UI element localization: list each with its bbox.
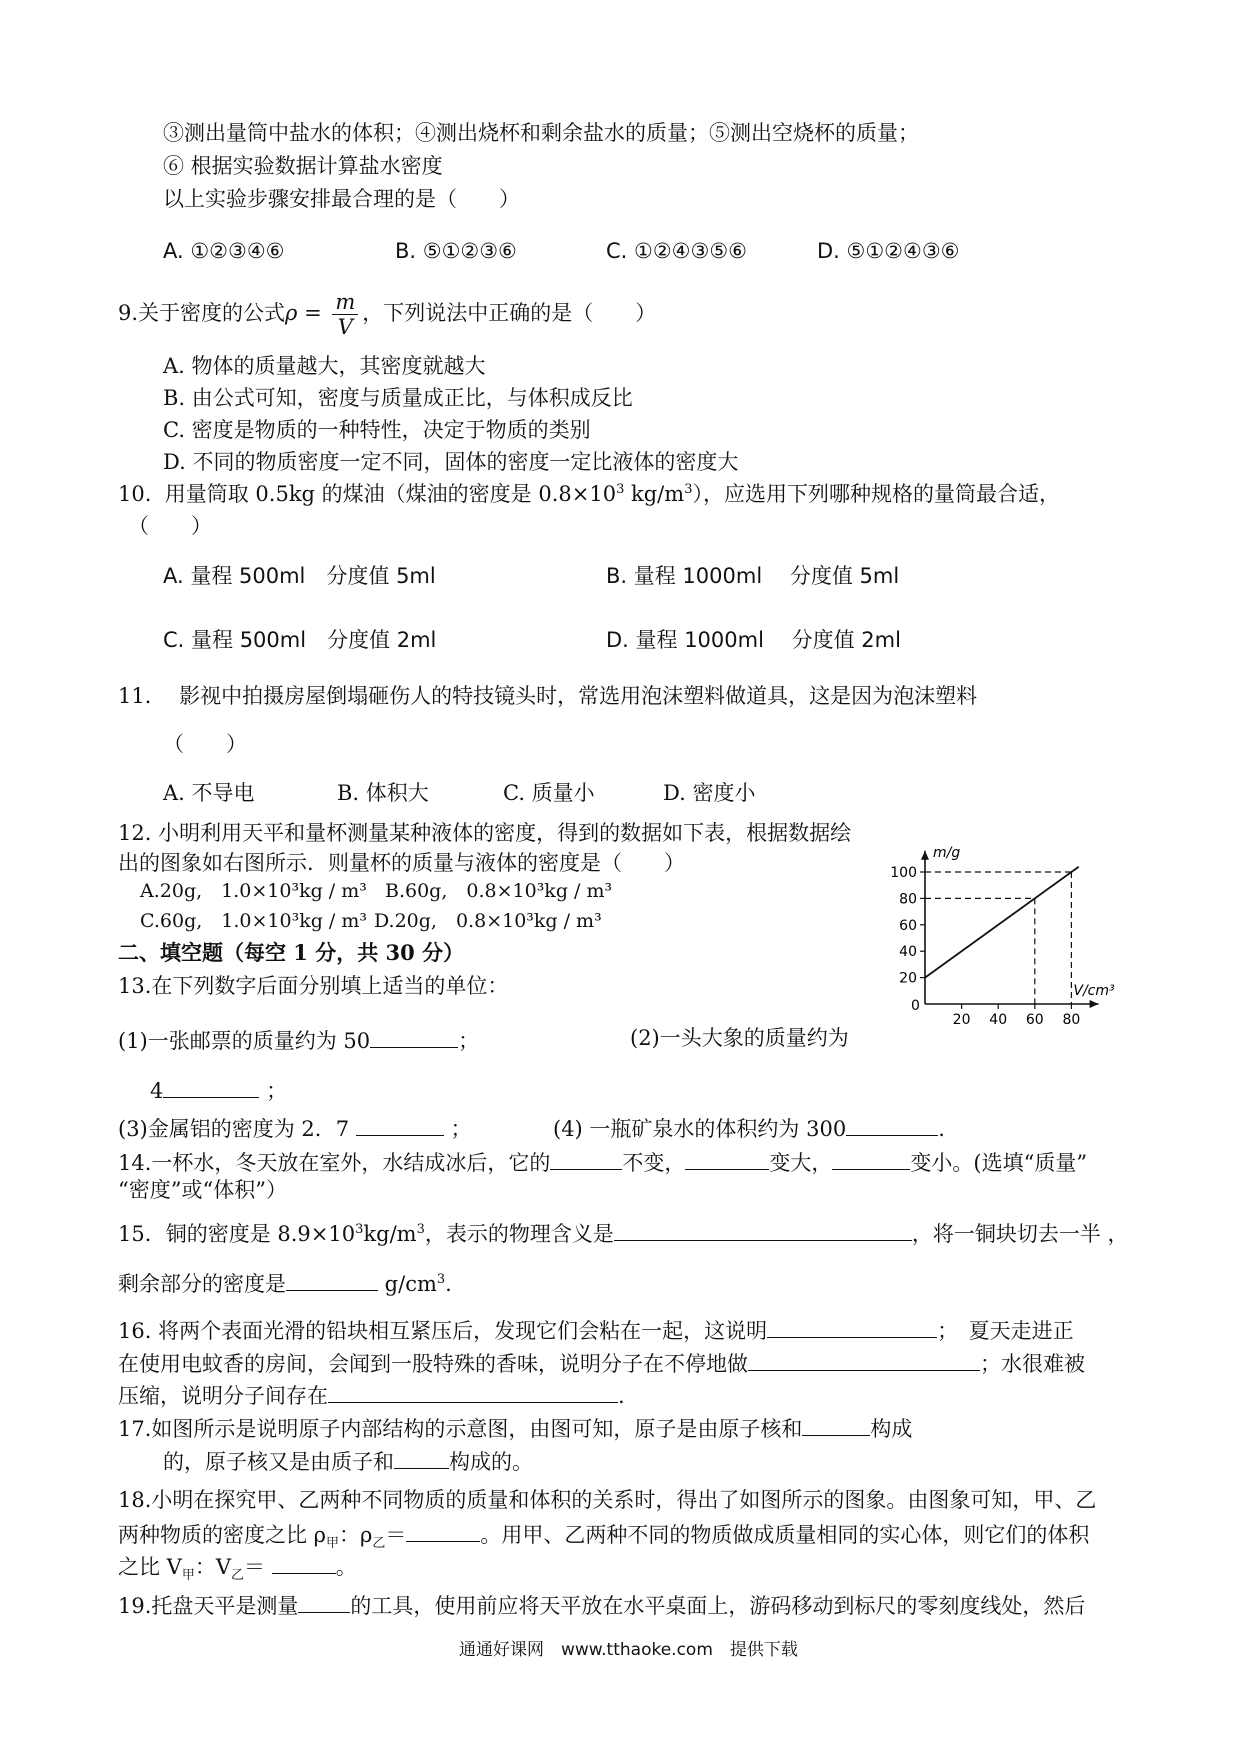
blank-q13-3[interactable] (356, 1113, 444, 1136)
q12-option-b: B.60g, 0.8×10³kg / m³ (385, 880, 613, 902)
blank-q17-2[interactable] (394, 1446, 449, 1469)
q8-line1: ③测出量筒中盐水的体积；④测出烧杯和剩余盐水的质量；⑤测出空烧杯的质量； (163, 121, 919, 145)
y-tick-label: 60 (899, 917, 917, 934)
q11-option-d: D. 密度小 (663, 781, 756, 805)
q13-part1: (1)一张邮票的质量约为 50 ； (118, 1025, 479, 1054)
q13-intro: 13.在下列数字后面分别填上适当的单位： (118, 974, 509, 998)
q8-question: 以上实验步骤安排最合理的是（ ） (163, 187, 520, 211)
x-axis-arrow (1090, 1000, 1099, 1008)
y-tick-label: 20 (899, 970, 917, 987)
blank-q19-1[interactable] (298, 1590, 350, 1613)
q18-line3: 之比 $V_甲$：$V_乙=$ 。 (118, 1551, 357, 1584)
y-axis-arrow (921, 851, 929, 860)
q13-part2: (2)一头大象的质量约为 (630, 1026, 849, 1050)
blank-q15-2[interactable] (286, 1268, 378, 1291)
q8-option-b: B. ⑤①②③⑥ (395, 239, 517, 263)
q12-line1: 12. 小明利用天平和量杯测量某种液体的密度，得到的数据如下表，根据数据绘 (118, 821, 852, 845)
q10-option-d: D. 量程 1000ml 分度值 2ml (606, 628, 901, 652)
page-footer: 通通好课网 www.tthaoke.com 提供下载 (459, 1640, 798, 1660)
q18-line1: 18.小明在探究甲、乙两种不同物质的质量和体积的关系时，得出了如图所示的图象。由图象可知，甲、乙 (118, 1488, 1097, 1512)
x-axis-label: V/cm³ (1073, 983, 1115, 999)
blank-q13-4[interactable] (846, 1113, 938, 1136)
q9-option-b: B. 由公式可知，密度与质量成正比，与体积成反比 (163, 386, 633, 410)
origin-label: 0 (911, 998, 920, 1014)
q11-option-a: A. 不导电 (163, 781, 255, 805)
q9-option-d: D. 不同的物质密度一定不同，固体的密度一定比液体的密度大 (163, 450, 739, 474)
density-formula: $\frac{m}{V}$ (332, 290, 358, 339)
q11-option-c: C. 质量小 (503, 781, 595, 805)
x-tick-label: 80 (1062, 1012, 1081, 1028)
q10-option-a: A. 量程 500ml 分度值 5ml (163, 564, 436, 588)
blank-q15-1[interactable] (614, 1218, 912, 1241)
blank-q18-2[interactable] (272, 1551, 336, 1574)
q17-line2: 的，原子核又是由质子和 构成的。 (163, 1446, 533, 1475)
q12-option-d: D.20g, 0.8×10³kg / m³ (374, 910, 602, 932)
q9-option-c: C. 密度是物质的一种特性，决定于物质的类别 (163, 418, 591, 442)
q13-part2-answer: 4 ； (150, 1075, 287, 1104)
q16-line1: 16. 将两个表面光滑的铅块相互紧压后，发现它们会粘在一起，这说明 ； 夏天走进正 (118, 1315, 1074, 1344)
q8-line2: ⑥ 根据实验数据计算盐水密度 (163, 154, 443, 178)
q11-option-b: B. 体积大 (337, 781, 429, 805)
blank-q18-1[interactable] (406, 1519, 480, 1542)
series-line (925, 867, 1079, 978)
blank-q14-3[interactable] (832, 1147, 910, 1170)
q19-line1: 19.托盘天平是测量 的工具，使用前应将天平放在水平桌面上，游码移动到标尺的零刻度线处，然后 (118, 1590, 1085, 1619)
q12-option-a: A.20g, 1.0×10³kg / m³ (140, 880, 367, 902)
blank-q13-2[interactable] (163, 1075, 259, 1098)
q9-option-a: A. 物体的质量越大，其密度就越大 (163, 354, 486, 378)
x-tick-label: 60 (1025, 1012, 1044, 1028)
blank-q13-1[interactable] (370, 1025, 458, 1048)
q8-option-a: A. ①②③④⑥ (163, 239, 285, 263)
blank-q14-2[interactable] (685, 1147, 769, 1170)
q14-line1: 14.一杯水，冬天放在室外，水结成冰后，它的 不变， 变大， 变小。(选填“质量” (118, 1147, 1087, 1176)
q8-option-c: C. ①②④③⑤⑥ (606, 239, 747, 263)
blank-q16-1[interactable] (767, 1315, 937, 1338)
q11-stem: 11． 影视中拍摄房屋倒塌砸伤人的特技镜头时，常选用泡沫塑料做道具，这是因为泡沫塑料 (118, 684, 978, 708)
q10-paren: （ ） (128, 514, 212, 538)
q10-option-b: B. 量程 1000ml 分度值 5ml (606, 564, 900, 588)
q15-line2: 剩余部分的密度是 $g/cm^3$. (118, 1268, 452, 1297)
blank-q14-1[interactable] (550, 1147, 622, 1170)
q15-line1: 15．铜的密度是 $8.9\times 10^3kg/m^3$，表示的物理含义是 ，将一铜块切去一半 ， (118, 1218, 1129, 1247)
blank-q16-3[interactable] (328, 1380, 618, 1403)
q12-option-c: C.60g, 1.0×10³kg / m³ (140, 910, 367, 932)
mass-volume-chart (885, 810, 1130, 1032)
q10-option-c: C. 量程 500ml 分度值 2ml (163, 628, 437, 652)
blank-q16-2[interactable] (748, 1348, 980, 1371)
q10-stem: 10. 用量筒取 0.5kg 的煤油（煤油的密度是 $0.8\times 10^3$ $kg/m^3$），应选用下列哪种规格的量筒最合适， (118, 482, 1060, 506)
x-tick-label: 20 (952, 1012, 971, 1028)
q11-paren: （ ） (163, 732, 247, 756)
y-axis-label: m/g (933, 844, 961, 861)
q12-line2: 出的图象如右图所示．则量杯的质量与液体的密度是（ ） (118, 851, 685, 875)
q8-option-d: D. ⑤①②④③⑥ (817, 239, 960, 263)
y-tick-label: 40 (899, 944, 917, 961)
q18-line2: 两种物质的密度之比 $\rho_甲$：$\rho_乙=$ 。用甲、乙两种不同的物质做成质量相同的实心体，则它们的体积 (118, 1519, 1089, 1552)
y-tick-label: 80 (899, 891, 917, 908)
q16-line2: 在使用电蚊香的房间，会闻到一股特殊的香味，说明分子在不停地做 ；水很难被 (118, 1348, 1085, 1377)
x-tick-label: 40 (989, 1012, 1008, 1028)
q9-stem: 9.关于密度的公式ρ = $\frac{m}{V}$ ，下列说法中正确的是（ ） (118, 290, 657, 340)
y-tick-label: 100 (890, 865, 917, 881)
section-title-fill-in: 二、填空题（每空 1 分，共 30 分） (118, 940, 465, 965)
q13-part3: (3)金属铝的密度为 2．7 ； (118, 1113, 472, 1142)
q14-line2: “密度”或“体积”） (118, 1178, 287, 1202)
q16-line3: 压缩，说明分子间存在 . (118, 1380, 625, 1409)
blank-q17-1[interactable] (802, 1413, 870, 1436)
q17-line1: 17.如图所示是说明原子内部结构的示意图，由图可知，原子是由原子核和 构成 (118, 1413, 912, 1442)
q13-part4: (4) 一瓶矿泉水的体积约为 300 . (553, 1113, 945, 1142)
